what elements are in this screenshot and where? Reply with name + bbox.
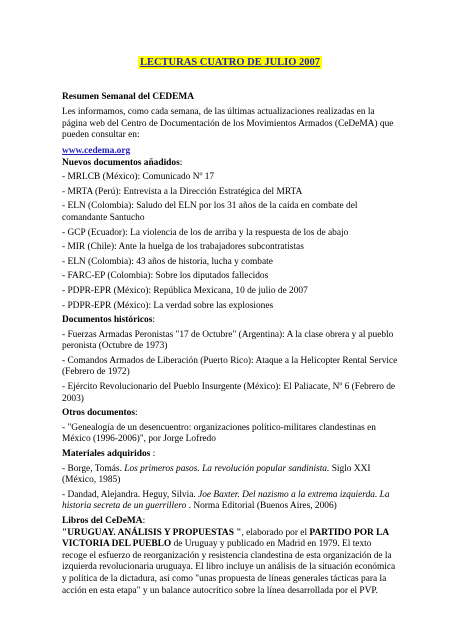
material-item-1 — [62, 464, 398, 487]
historicos-item: - Ejército Revolucionario del Pueblo Insurgente (México): El Paliacate, Nº 6 (Febrero de 2003) — [62, 382, 396, 404]
material-2-author: - Dandad, Alejandra. Heguy, Silvia. — [62, 489, 199, 500]
nuevos-item: - MRTA (Perú): Entrevista a la Dirección Estratégica del MRTA — [62, 186, 303, 197]
nuevos-item: - GCP (Ecuador): La violencia de los de arriba y la respuesta de los de abajo — [62, 227, 349, 238]
material-1-publisher: Siglo XXI (México, 1985) — [62, 463, 371, 486]
nuevos-item: - FARC-EP (Colombia): Sobre los diputados fallecidos — [62, 271, 269, 282]
otros-list — [62, 423, 398, 446]
nuevos-item: - MRLCB (México): Comunicado Nº 17 — [62, 172, 215, 183]
nuevos-item: - PDPR-EPR (México): República Mexicana, 10 de julio de 2007 — [62, 285, 308, 296]
historicos-heading-line: Documentos históricos: — [62, 315, 155, 326]
nuevos-heading-line: Nuevos documentos añadidos: — [62, 157, 183, 168]
book-description: de Uruguay y publicado en Madrid en 1979. El texto recoge el esfuerzo de reorganización y resistencia clandestina de esta organización de la izquierda revolucionaria uruguaya. El libro incluye un análisis de la situación económica y política de la dictadura, así como "unas propuesta de líneas generales tácticas para la acción en esta etapa" y un balance autocrítico sobre la línea desarrollada por el PVP. — [62, 539, 396, 596]
title-block — [62, 56, 398, 70]
document-title: LECTURAS CUATRO DE JULIO 2007 — [139, 57, 321, 68]
nuevos-heading: Nuevos documentos añadidos — [62, 157, 180, 168]
document-page — [62, 56, 398, 597]
material-1-author: - Borge, Tomás. — [62, 463, 125, 474]
resumen-heading: Resumen Semanal del CEDEMA — [62, 91, 195, 102]
historicos-list — [62, 330, 398, 406]
material-1-title: Los primeros pasos. La revolución popular sandinista. — [124, 463, 330, 474]
book-title: "URUGUAY. ANÁLISIS Y PROPUESTAS " — [62, 527, 242, 538]
book-author: PARTIDO POR LA VICTORIA DEL PUEBLO — [62, 527, 389, 550]
materiales-heading: Materiales adquiridos — [62, 449, 151, 460]
material-2-publisher: . Norma Editorial (Buenos Aires, 2006) — [186, 501, 337, 512]
material-item-2 — [62, 490, 398, 513]
materiales-heading-line: Materiales adquiridos : — [62, 449, 156, 460]
otros-heading-line: Otros documentos: — [62, 408, 138, 419]
nuevos-item: - ELN (Colombia): 43 años de historia, lucha y combate — [62, 256, 273, 267]
libros-heading-line: Libros del CeDeMA: — [62, 516, 146, 526]
historicos-item: - Comandos Armados de Liberación (Puerto Rico): Ataque a la Helicopter Rental Service (Febrero de 1972) — [62, 355, 398, 378]
material-2-title: Joe Baxter. Del nazismo a la extrema izquierda. La historia secreta de un guerrillero — [62, 489, 390, 512]
nuevos-item: - MIR (Chile): Ante la huelga de los trabajadores subcontratistas — [62, 242, 304, 253]
book-mid: , elaborado por el — [241, 527, 310, 538]
libros-heading: Libros del CeDeMA — [62, 516, 143, 526]
otros-item: - "Genealogía de un desencuentro: organizaciones político-militares clandestinas en México (1996-2006)", por Jorge Lofredo — [62, 422, 376, 445]
cedema-link[interactable]: www.cedema.org — [62, 145, 131, 156]
otros-heading: Otros documentos — [62, 408, 136, 419]
historicos-item: - Fuerzas Armadas Peronistas "17 de Octubre" (Argentina): A la clase obrera y al pueblo peronista (Octubre de 1973) — [62, 329, 394, 352]
libros-paragraph — [62, 528, 398, 598]
nuevos-list — [62, 172, 398, 312]
resumen-intro: Les informamos, como cada semana, de las últimas actualizaciones realizadas en la página web del Centro de Documentación de los Movimientos Armados (CeDeMA) que pueden consultar en: — [62, 107, 394, 141]
historicos-heading: Documentos históricos — [62, 315, 153, 326]
nuevos-item: - PDPR-EPR (México): La verdad sobre las explosiones — [62, 300, 274, 311]
nuevos-item: - ELN (Colombia): Saludo del ELN por los 31 años de la caída en combate del comandante Santucho — [62, 201, 358, 223]
